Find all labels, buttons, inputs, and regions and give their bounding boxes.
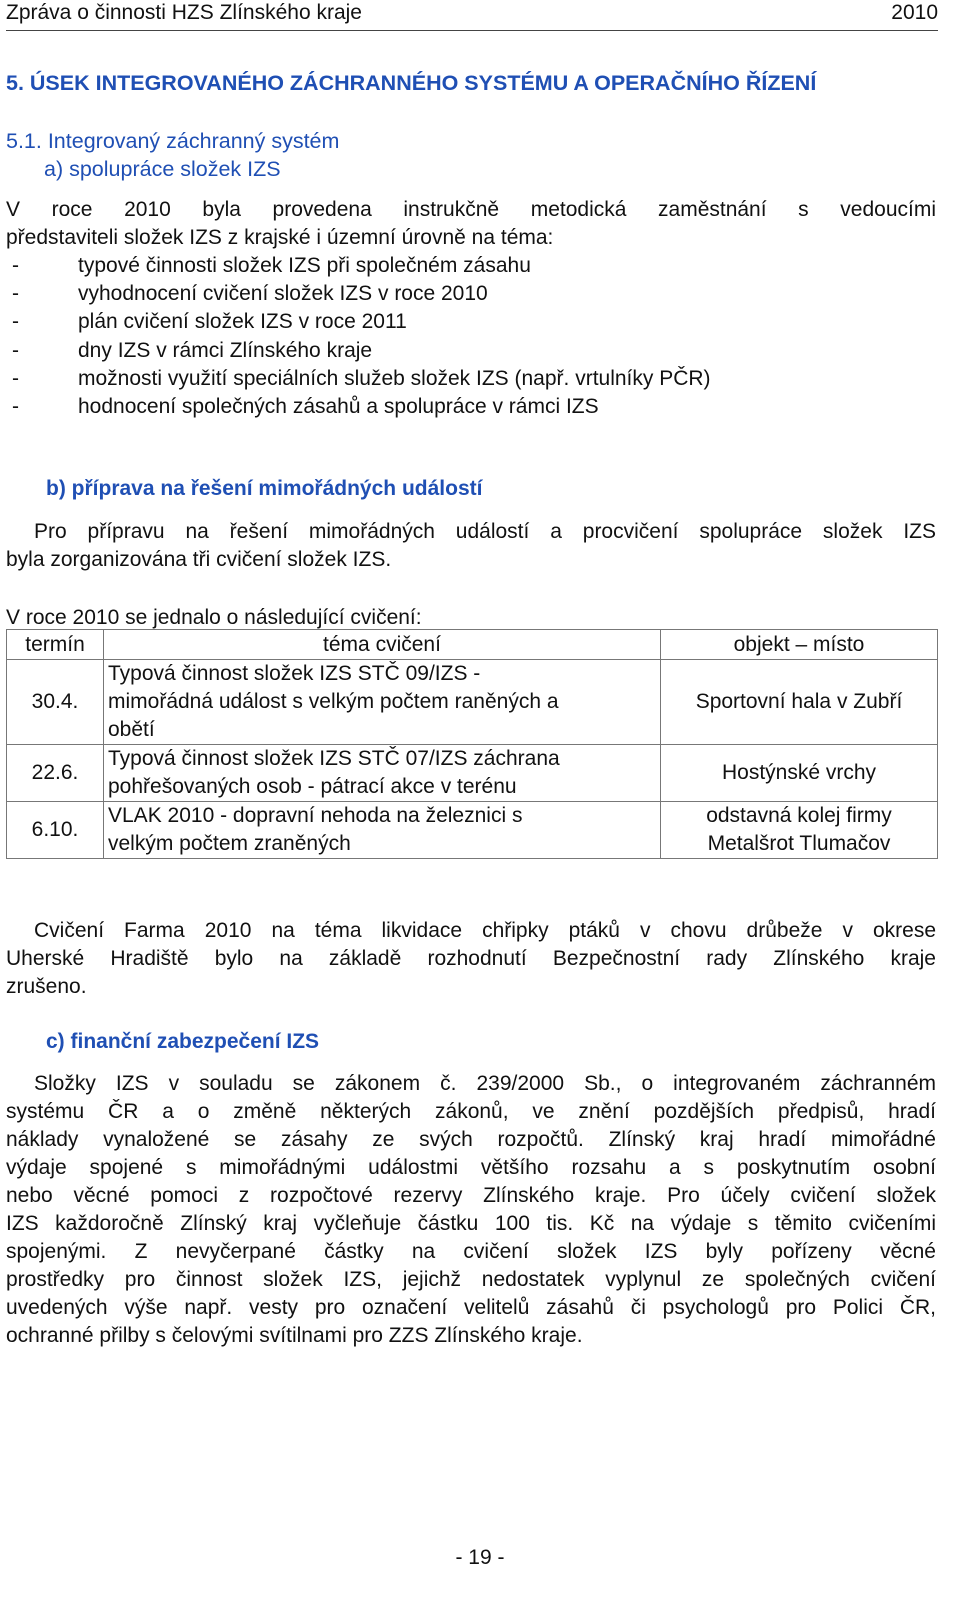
place-line: Hostýnské vrchy bbox=[721, 761, 877, 784]
exercise-table bbox=[6, 629, 938, 859]
section-b-paragraph bbox=[6, 518, 936, 574]
paragraph-line: nebo věcné pomoci z rozpočtové rezervy Zlínského kraje. Pro účely cvičení složek bbox=[6, 1184, 936, 1207]
list-dash: - bbox=[12, 310, 19, 334]
table-intro: V roce 2010 se jednalo o následující cvičení: bbox=[6, 606, 422, 629]
subsection-heading-c: c) finanční zabezpečení IZS bbox=[46, 1030, 320, 1053]
intro-line: představiteli složek IZS z krajské i územní úrovně na téma: bbox=[6, 226, 554, 249]
list-dash: - bbox=[12, 366, 19, 390]
paragraph-line: IZS každoročně Zlínský kraj vyčleňuje částku 100 tis. Kč na výdaje s těmito cvičeními bbox=[6, 1212, 936, 1235]
subsection-heading-a: a) spolupráce složek IZS bbox=[44, 157, 281, 181]
place-line: odstavná kolej firmy bbox=[706, 804, 892, 827]
list-item bbox=[6, 365, 936, 393]
paragraph-line: prostředky pro činnost složek IZS, jejichž nedostatek vyplynul ze společných cvičení bbox=[6, 1268, 936, 1291]
column-header-place: objekt – místo bbox=[661, 630, 938, 660]
list-item-text: možnosti využití speciálních služeb složek IZS (např. vrtulníky PČR) bbox=[78, 366, 711, 390]
list-item bbox=[6, 280, 936, 308]
paragraph-line: systému ČR a o změně některých zákonů, ve znění pozdějších předpisů, hradí bbox=[6, 1100, 936, 1123]
list-item-text: plán cvičení složek IZS v roce 2011 bbox=[78, 310, 407, 334]
table-row bbox=[7, 745, 938, 802]
topic-list bbox=[6, 252, 936, 421]
intro-line: V roce 2010 byla provedena instrukčně metodická zaměstnání s vedoucími bbox=[6, 198, 936, 221]
paragraph-line: Uherské Hradiště bylo na základě rozhodnutí Bezpečnostní rady Zlínského kraje bbox=[6, 947, 936, 970]
table-header-row bbox=[7, 630, 938, 660]
paragraph-line: Pro přípravu na řešení mimořádných událostí a procvičení spolupráce složek IZS bbox=[34, 520, 936, 543]
list-item bbox=[6, 308, 936, 336]
paragraph-line: Cvičení Farma 2010 na téma likvidace chřipky ptáků v chovu drůbeže v okrese bbox=[34, 919, 936, 942]
paragraph-line: spojenými. Z nevyčerpané částky na cvičení složek IZS byly pořízeny věcné bbox=[6, 1240, 936, 1263]
header-title: Zpráva o činnosti HZS Zlínského kraje bbox=[6, 1, 362, 24]
list-item-text: dny IZS v rámci Zlínského kraje bbox=[78, 338, 373, 362]
topic-line: Typová činnost složek IZS STČ 09/IZS - bbox=[108, 662, 481, 685]
paragraph-line: Složky IZS v souladu se zákonem č. 239/2000 Sb., o integrovaném záchranném bbox=[34, 1072, 936, 1095]
list-item-text: typové činnosti složek IZS při společném zásahu bbox=[78, 254, 531, 277]
paragraph-line: náklady vynaložené se zásahy ze svých rozpočtů. Zlínský kraj hradí mimořádné bbox=[6, 1128, 936, 1151]
list-dash: - bbox=[12, 395, 19, 419]
list-item-text: vyhodnocení cvičení složek IZS v roce 2010 bbox=[78, 282, 488, 306]
page-number: - 19 - bbox=[455, 1546, 505, 1569]
cell-date: 6.10. bbox=[7, 802, 104, 859]
list-item bbox=[6, 252, 936, 280]
cell-place bbox=[661, 802, 938, 859]
page-header bbox=[6, 0, 938, 31]
farma-paragraph bbox=[6, 917, 936, 1001]
cell-date: 22.6. bbox=[7, 745, 104, 802]
list-item bbox=[6, 337, 936, 365]
chapter-heading: 5. ÚSEK INTEGROVANÉHO ZÁCHRANNÉHO SYSTÉMU A OPERAČNÍHO ŘÍZENÍ bbox=[6, 71, 817, 95]
header-year: 2010 bbox=[891, 1, 938, 24]
column-header-topic: téma cvičení bbox=[104, 630, 661, 660]
cell-place bbox=[661, 660, 938, 745]
paragraph-line: uvedených výše např. vesty pro označení velitelů zásahů či psychologů pro Polici ČR, bbox=[6, 1296, 936, 1319]
topic-line: mimořádná událost s velkým počtem raněných a bbox=[108, 690, 559, 713]
paragraph-line: zrušeno. bbox=[6, 975, 87, 998]
topic-line: VLAK 2010 - dopravní nehoda na železnici s bbox=[108, 804, 523, 827]
topic-line: pohřešovaných osob - pátrací akce v terénu bbox=[108, 775, 517, 798]
table-row bbox=[7, 660, 938, 745]
cell-date: 30.4. bbox=[7, 660, 104, 745]
list-dash: - bbox=[12, 338, 19, 362]
list-item bbox=[6, 393, 936, 421]
place-line: Metalšrot Tlumačov bbox=[707, 832, 891, 855]
column-header-date: termín bbox=[7, 630, 104, 660]
paragraph-line: byla zorganizována tři cvičení složek IZS. bbox=[6, 548, 392, 571]
cell-topic bbox=[104, 802, 661, 859]
list-dash: - bbox=[12, 282, 19, 306]
paragraph-line: výdaje spojené s mimořádnými událostmi většího rozsahu a s poskytnutím osobní bbox=[6, 1156, 936, 1179]
cell-topic bbox=[104, 745, 661, 802]
intro-paragraph bbox=[6, 196, 936, 252]
paragraph-line: ochranné přilby s čelovými svítilnami pro ZZS Zlínského kraje. bbox=[6, 1324, 583, 1347]
section-heading: 5.1. Integrovaný záchranný systém bbox=[6, 129, 340, 153]
list-dash: - bbox=[12, 254, 19, 277]
topic-line: velkým počtem zraněných bbox=[108, 832, 351, 855]
list-item-text: hodnocení společných zásahů a spolupráce v rámci IZS bbox=[78, 395, 599, 419]
section-c-paragraph bbox=[6, 1070, 936, 1350]
subsection-heading-b: b) příprava na řešení mimořádných událostí bbox=[46, 477, 483, 500]
place-line: Sportovní hala v Zubří bbox=[695, 690, 903, 713]
topic-line: Typová činnost složek IZS STČ 07/IZS záchrana bbox=[108, 747, 560, 770]
cell-topic bbox=[104, 660, 661, 745]
topic-line: obětí bbox=[108, 718, 155, 741]
table-row bbox=[7, 802, 938, 859]
cell-place bbox=[661, 745, 938, 802]
